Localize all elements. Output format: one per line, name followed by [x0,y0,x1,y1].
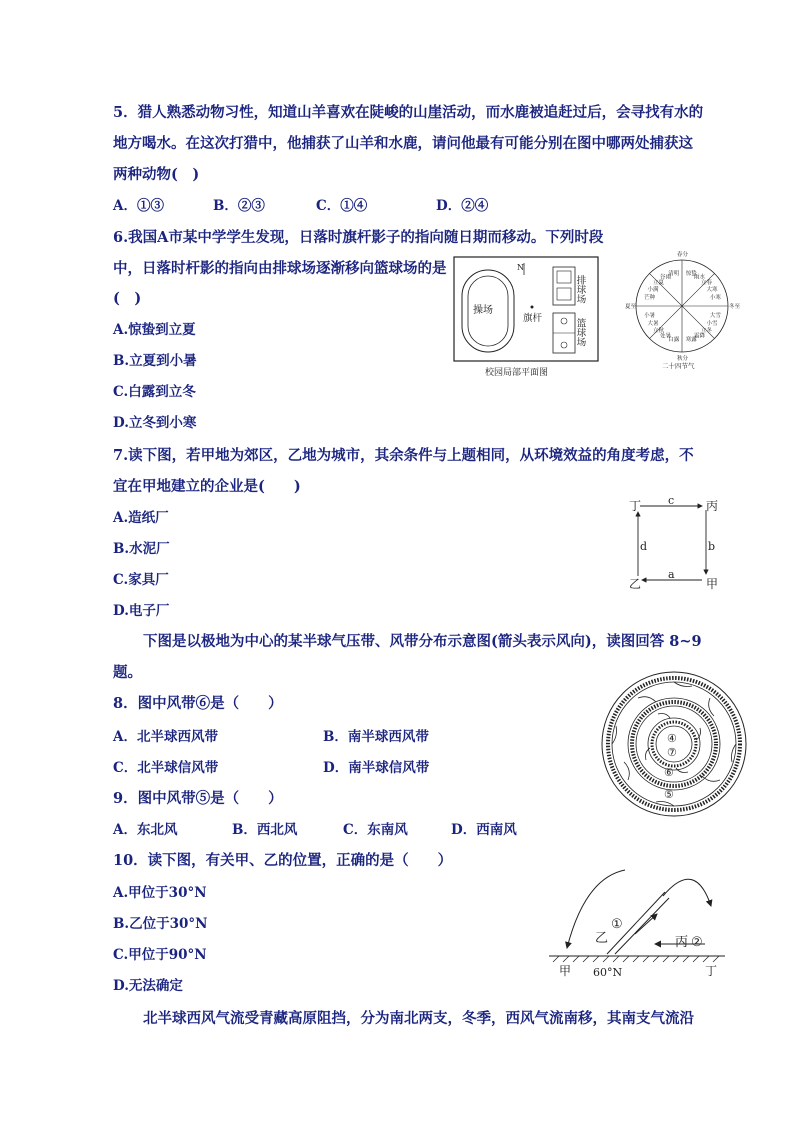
q6-option-c: C.白露到立冬 [113,384,196,400]
solar-term-label: 小寒 [709,295,721,302]
q10-stem: 10．读下图，有关甲、乙的位置，正确的是（ ） [113,852,453,869]
solar-term-label: 芒种 [644,295,656,302]
q9-option-a: A．东北风 [113,822,178,838]
solar-term-label: 大寒 [706,287,718,293]
playground-label: 操场 [473,305,493,316]
q8-option-b: B．南半球西风带 [323,729,429,745]
solar-term-label: 雨水 [694,274,706,281]
q5-option-d: D．②④ [436,198,489,214]
q7-option-d: D.电子厂 [113,603,170,619]
q5-stem-line2: 地方喝水。在这次打猎中，他捕获了山羊和水鹿，请问他最有可能分别在图中哪两处捕获这 [113,135,693,152]
flagpole-label: 旗杆 [523,313,543,324]
circulation-figure [545,848,730,980]
intro-8-9-line2: 题。 [113,664,142,681]
q6-option-d: D.立冬到小寒 [113,415,197,431]
solar-term-label: 秋分 [677,356,689,362]
campus-map-figure [452,255,602,380]
a-label: a [668,568,675,581]
wind-belt-figure [598,668,750,820]
q7-option-b: B.水泥厂 [113,541,170,557]
label-four: ④ [667,732,677,745]
c-label: c [668,494,675,507]
ding-position-label: 丁 [705,964,718,978]
solar-term-label: 大雪 [709,312,721,319]
bing-position-label: 丙 [675,935,689,950]
solar-term-label: 处暑 [660,333,672,340]
solar-term-label: 立春 [701,279,713,286]
q7-option-c: C.家具厂 [113,572,169,588]
intro-8-9-line1: 下图是以极地为中心的某半球气压带、风带分布示意图(箭头表示风向)，读图回答 8~9 [143,633,702,650]
q8-stem: 8．图中风带⑥是（ ） [113,695,283,712]
flow-square-figure [620,492,730,592]
solar-term-label: 小雪 [706,321,718,327]
closing-paragraph: 北半球西风气流受青藏高原阻挡，分为南北两支，冬季，西风气流南移，其南支气流沿 [143,1010,694,1027]
latitude-label: 60°N [593,966,623,979]
basketball-label: 篮球场 [574,318,586,347]
q9-option-c: C．东南风 [343,822,408,838]
label-five: ⑤ [664,788,674,801]
campus-map-caption: 校园局部平面图 [485,368,549,378]
volleyball-label: 排球场 [574,275,586,304]
label-seven: ⑦ [667,746,677,759]
q6-stem-line1: 6.我国A市某中学学生发现，日落时旗杆影子的指向随日期而移动。下列时段 [113,229,604,246]
q8-option-c: C．北半球信风带 [113,760,219,776]
q6-stem-line2: 中，日落时杆影的指向由排球场逐渐移向篮球场的是 [113,260,447,277]
solar-term-label: 清明 [668,271,680,278]
solar-terms-caption: 二十四节气 [662,362,695,370]
q7-stem-line1: 7.读下图，若甲地为郊区，乙地为城市，其余条件与上题相同，从环境效益的角度考虑，不 [113,447,694,464]
d-label: d [640,540,648,553]
north-label: N [517,263,524,272]
q7-stem-line2: 宜在甲地建立的企业是( ) [113,478,301,495]
q6-stem-line3: ( ) [113,290,142,307]
solar-term-label: 谷雨 [660,274,672,281]
solar-term-label: 惊蛰 [685,271,697,278]
q10-option-c: C.甲位于90°N [113,947,207,963]
label-six: ⑥ [664,766,674,779]
bing-label: 丙 [706,499,719,513]
q5-option-c: C．①④ [316,198,368,214]
solar-term-label: 白露 [668,336,680,343]
circle-two-label: ② [691,935,703,950]
jia-position-label: 甲 [559,964,572,978]
q5-option-b: B．②③ [213,198,265,214]
solar-term-label: 立冬 [701,328,713,335]
q5-option-a: A．①③ [113,198,164,214]
solar-terms-figure [620,250,745,375]
q10-option-a: A.甲位于30°N [113,885,207,901]
solar-terms-wheel [625,250,741,362]
q7-option-a: A.造纸厂 [113,510,169,526]
q8-option-d: D．南半球信风带 [323,760,430,776]
b-label: b [708,540,716,553]
solar-term-label: 立秋 [652,328,664,335]
q6-option-a: A.惊蛰到立夏 [113,322,196,338]
circle-one-label: ① [611,917,623,932]
jia-label: 甲 [706,577,719,591]
q9-option-b: B．西北风 [232,822,298,838]
solar-term-label: 小满 [647,287,659,293]
yi-label: 乙 [629,577,642,591]
q9-stem: 9．图中风带⑤是（ ） [113,790,283,807]
solar-term-label: 冬至 [729,304,741,310]
q8-option-a: A．北半球西风带 [113,729,218,745]
solar-term-label: 夏至 [625,304,637,310]
ding-label: 丁 [629,499,642,513]
q9-option-d: D．西南风 [451,822,517,838]
q5-stem-line1: 5．猎人熟悉动物习性，知道山羊喜欢在陡峻的山崖活动，而水鹿被追赶过后，会寻找有水的 [113,104,704,121]
solar-term-label: 立夏 [652,279,664,286]
q6-option-b: B.立夏到小暑 [113,353,197,369]
q5-stem-line3: 两种动物( ) [113,166,200,183]
solar-term-label: 大暑 [647,321,659,327]
solar-term-label: 霜降 [694,333,706,340]
q10-option-b: B.乙位于30°N [113,916,208,932]
solar-term-label: 春分 [677,252,689,258]
q10-option-d: D.无法确定 [113,978,183,994]
solar-term-label: 寒露 [685,336,697,343]
yi-position-label: 乙 [595,931,609,946]
solar-term-label: 小暑 [644,312,656,319]
